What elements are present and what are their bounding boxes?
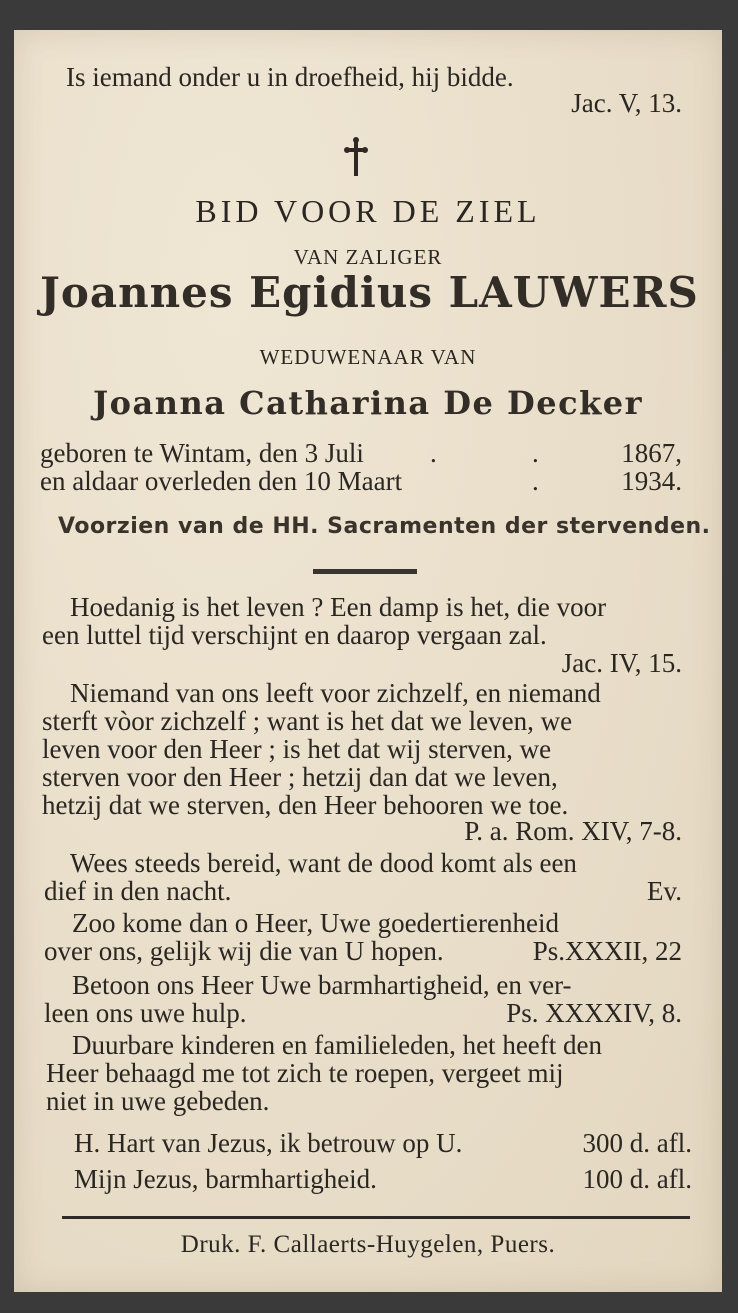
verse-line: hetzij dat we sterven, den Heer behooren we toe. [42, 790, 569, 820]
verse-line: leen ons uwe hulp. [44, 998, 247, 1028]
leader-dot: . [430, 438, 437, 468]
death-text: en aldaar overleden den 10 Maart [40, 466, 403, 496]
verse-line: over ons, gelijk wij die van U hopen. [44, 936, 444, 966]
printer-credit: Druk. F. Callaerts-Huygelen, Puers. [180, 1231, 556, 1258]
verse-line: Niemand van ons leeft voor zichzelf, en niemand [70, 678, 601, 708]
verse-line: dief in den nacht. [44, 876, 232, 906]
birth-text: geboren te Wintam, den 3 Juli [40, 438, 364, 468]
verse-line: Heer behaagd me tot zich te roepen, vergeet mij [46, 1058, 564, 1088]
indulgence-value: 300 d. afl. [582, 1128, 692, 1158]
marital-status: WEDUWENAAR VAN [259, 345, 477, 369]
birth-year: 1867, [621, 438, 682, 468]
memorial-card [14, 30, 722, 1292]
verse-reference: P. a. Rom. XIV, 7-8. [464, 816, 682, 846]
verse-reference: Ps.XXXII, 22 [532, 936, 682, 966]
verse-line: Betoon ons Heer Uwe barmhartigheid, en ver- [72, 970, 572, 1000]
verse-reference: Ev. [647, 876, 682, 906]
indulgence-value: 100 d. afl. [582, 1164, 692, 1194]
leader-dot: . [532, 438, 539, 468]
verse-line: Wees steeds bereid, want de dood komt als een [70, 848, 577, 878]
prayer-heading: BID VOOR DE ZIEL [195, 193, 541, 229]
verse-line: Duurbare kinderen en familieleden, het heeft den [72, 1030, 603, 1060]
verse-line: Hoedanig is het leven ? Een damp is het, die voor [70, 592, 607, 622]
latin-cross-icon [344, 136, 368, 178]
verse-line: een luttel tijd verschijnt en daarop vergaan zal. [42, 620, 547, 650]
verse-line: Zoo kome dan o Heer, Uwe goedertierenheid [72, 908, 559, 938]
verse-line: niet in uwe gebeden. [46, 1086, 270, 1116]
indulgence-prayer: Mijn Jezus, barmhartigheid. [74, 1164, 377, 1194]
verse-reference: Ps. XXXXIV, 8. [506, 998, 682, 1028]
epigraph-reference: Jac. V, 13. [571, 88, 682, 118]
verse-line: leven voor den Heer ; is het dat wij sterven, we [42, 734, 552, 764]
prayer-subheading: VAN ZALIGER [293, 245, 443, 269]
verse-line: sterft vòor zichzelf ; want is het dat we leven, we [42, 706, 573, 736]
indulgence-prayer: H. Hart van Jezus, ik betrouw op U. [74, 1128, 463, 1158]
footer-rule [62, 1216, 690, 1219]
death-year: 1934. [621, 466, 682, 496]
spouse-name: Joanna Catharina De Decker [93, 384, 643, 422]
verse-reference: Jac. IV, 15. [561, 648, 682, 678]
leader-dot: . [532, 466, 539, 496]
deceased-name: Joannes Egidius LAUWERS [40, 268, 699, 317]
sacraments-note: Voorzien van de HH. Sacramenten der stervenden. [58, 514, 711, 539]
verse-line: sterven voor den Heer ; hetzij dan dat we leven, [42, 762, 558, 792]
ornamental-divider [313, 569, 417, 574]
epigraph-text: Is iemand onder u in droefheid, hij bidde. [66, 62, 514, 92]
